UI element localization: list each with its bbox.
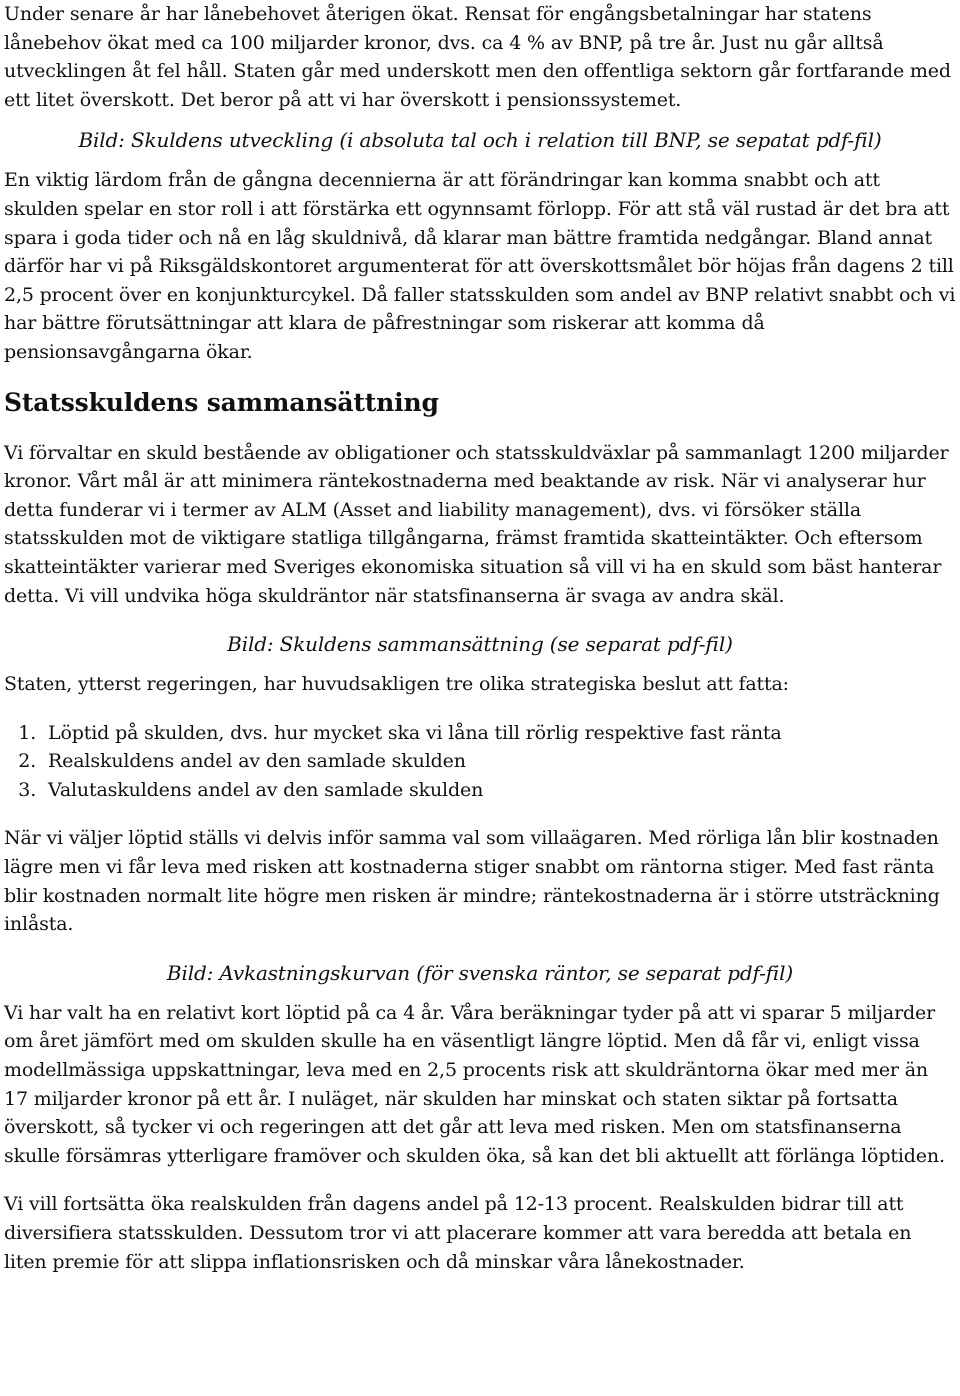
paragraph-maturity-choice: När vi väljer löptid ställs vi delvis inför samma val som villaägaren. Med rörliga lån blir kostnaden lägre men vi får leva med risken att kostnaderna stiger snabbt om räntorna stiger. Med fast ränta blir kostnaden normalt lite högre men risken är mindre; räntekostnaderna är i större utsträckning inlåsta. <box>4 827 940 936</box>
paragraph-maturity-decision: Vi har valt ha en relativt kort löptid på ca 4 år. Våra beräkningar tyder på att vi sparar 5 miljarder om året jämfört med om skulden skulle ha en väsentligt längre löptid. Men då får vi, enligt vissa modellmässiga uppskattningar, leva med en 2,5 procents risk att skuldräntorna ökar med mer än 17 miljarder kronor på ett år. I nuläget, när skulden har minskat och staten siktar på fortsatta överskott, så tycker vi och regeringen att det går att leva med risken. Men om statsfinanserna skulle försämras ytterligare framöver och skulden öka, så kan det bli aktuellt att förlänga löptiden. <box>4 1001 945 1167</box>
paragraph-real-debt: Vi vill fortsätta öka realskulden från dagens andel på 12-13 procent. Realskulden bidrar till att diversifiera statsskulden. Dessutom tror vi att placerare kommer att vara beredda att betala en liten premie för att slippa inflationsrisken och då minskar våra lånekostnader. <box>4 1193 912 1273</box>
figure-caption-debt-development: Bild: Skuldens utveckling (i absoluta tal och i relation till BNP, se sepatat pdf-fil) <box>78 128 882 153</box>
intro-paragraph: Under senare år har lånebehovet återigen ökat. Rensat för engångsbetalningar har statens lånebehov ökat med ca 100 miljarder kronor, dvs. ca 4 % av BNP, på tre år. Just nu går alltså utvecklingen åt fel håll. Staten går med underskott men den offentliga sektorn går fortfarande med ett litet överskott. Det beror på att vi har överskott i pensionssystemet. <box>4 3 951 111</box>
paragraph-debt-management: Vi förvaltar en skuld bestående av obligationer och statsskuldväxlar på sammanlagt 1200 miljarder kronor. Vårt mål är att minimera räntekostnaderna med beaktande av risk. När vi analyserar hur detta funderar vi i termer av ALM (Asset and liability management), dvs. vi försöker ställa statsskulden mot de viktigare statliga tillgångarna, främst framtida skatteintäkter. Och eftersom skatteintäkter varierar med Sveriges ekonomiska situation så vill vi ha en skuld som bäst hanterar detta. Vi vill undvika höga skuldräntor när statsfinanserna är svaga av andra skäl. <box>4 441 949 607</box>
list-item: 3. Valutaskuldens andel av den samlade skulden <box>42 776 956 805</box>
figure-caption-debt-composition: Bild: Skuldens sammansättning (se separat pdf-fil) <box>227 632 733 657</box>
strategic-decisions-list <box>4 719 956 805</box>
list-item: 2. Realskuldens andel av den samlade skulden <box>42 747 956 776</box>
paragraph-lessons: En viktig lärdom från de gångna decennierna är att förändringar kan komma snabbt och att skulden spelar en stor roll i att förstärka ett ogynnsamt förlopp. För att stå väl rustad är det bra att spara i goda tider och nå en låg skuldnivå, då klarar man bättre framtida nedgångar. Bland annat därför har vi på Riksgäldskontoret argumenterat för att överskottsmålet bör höjas från dagens 2 till 2,5 procent över en konjunkturcykel. Då faller statsskulden som andel av BNP relativt snabbt och vi har bättre förutsättningar att klara de påfrestningar som riskerar att komma då pensionsavgångarna ökar. <box>4 169 956 363</box>
document-page <box>4 0 956 1276</box>
figure-caption-yield-curve: Bild: Avkastningskurvan (för svenska räntor, se separat pdf-fil) <box>166 960 794 985</box>
section-heading: Statsskuldens sammansättning <box>4 387 439 417</box>
list-item: 1. Löptid på skulden, dvs. hur mycket ska vi låna till rörlig respektive fast ränta <box>42 719 956 748</box>
paragraph-strategic-decisions: Staten, ytterst regeringen, har huvudsakligen tre olika strategiska beslut att fatta: <box>4 673 789 696</box>
